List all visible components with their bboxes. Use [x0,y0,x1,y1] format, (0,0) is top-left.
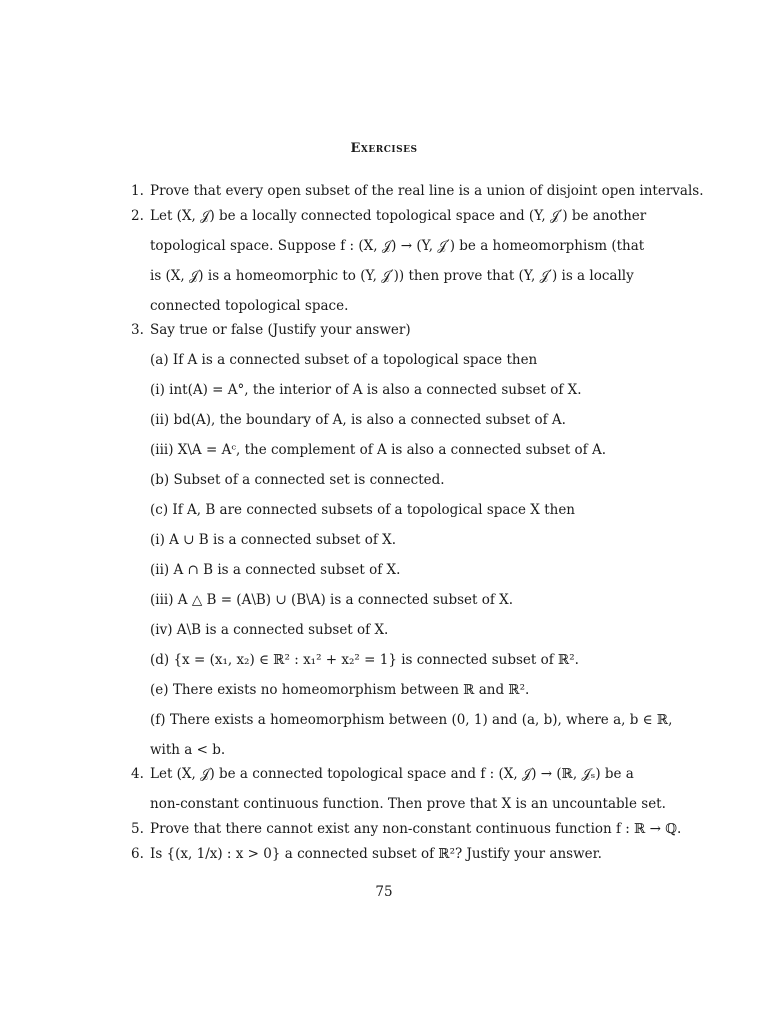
item-4-line-2: non-constant continuous function. Then prove that X is an uncountable set. [150,796,666,812]
item-5-line-1: Prove that there cannot exist any non-constant continuous function f : ℝ → ℚ. [150,821,682,837]
sub-item-c-i: (i) A ∪ B is a connected subset of X. [150,532,397,548]
item-2-line-1: Let (X, 𝒥) be a locally connected topological space and (Y, 𝒥′) be another [150,208,647,224]
item-2-line-2: topological space. Suppose f : (X, 𝒥) → (Y, 𝒥′) be a homeomorphism (that [150,238,645,254]
sub-item-b: (b) Subset of a connected set is connected. [150,472,445,488]
sub-item-a-iii: (iii) X\A = Aᶜ, the complement of A is also a connected subset of A. [150,442,607,458]
item-2-line-3: is (X, 𝒥) is a homeomorphic to (Y, 𝒥′)) then prove that (Y, 𝒥′) is a locally [150,268,634,284]
sub-item-c-iii: (iii) A △ B = (A\B) ∪ (B\A) is a connected subset of X. [150,592,514,608]
exercises-heading: Exercises [350,141,418,156]
item-5-number: 5. [131,821,144,837]
sub-item-e: (e) There exists no homeomorphism between ℝ and ℝ². [150,682,530,698]
item-1-number: 1. [131,183,144,199]
sub-item-a: (a) If A is a connected subset of a topological space then [150,352,538,368]
item-6-line-1: Is {(x, 1/x) : x > 0} a connected subset of ℝ²? Justify your answer. [150,846,602,862]
item-4-line-1: Let (X, 𝒥) be a connected topological space and f : (X, 𝒥) → (ℝ, 𝒥ₛ) be a [150,766,634,782]
item-2-number: 2. [131,208,144,224]
sub-item-d: (d) {x = (x₁, x₂) ∈ ℝ² : x₁² + x₂² = 1} is connected subset of ℝ². [150,652,579,668]
item-3-number: 3. [131,322,144,338]
item-2-line-4: connected topological space. [150,298,349,314]
page-number: 75 [375,884,393,900]
sub-item-c-iv: (iv) A\B is a connected subset of X. [150,622,389,638]
sub-item-a-i: (i) int(A) = A°, the interior of A is also a connected subset of X. [150,382,582,398]
sub-item-c-ii: (ii) A ∩ B is a connected subset of X. [150,562,401,578]
sub-item-c: (c) If A, B are connected subsets of a topological space X then [150,502,575,518]
sub-item-f-cont: with a < b. [150,742,226,758]
item-1-line-1: Prove that every open subset of the real line is a union of disjoint open intervals. [150,183,704,199]
sub-item-f: (f) There exists a homeomorphism between (0, 1) and (a, b), where a, b ∈ ℝ, [150,712,673,728]
sub-item-a-ii: (ii) bd(A), the boundary of A, is also a connected subset of A. [150,412,566,428]
item-6-number: 6. [131,846,144,862]
item-3-line-1: Say true or false (Justify your answer) [150,322,411,338]
item-4-number: 4. [131,766,144,782]
